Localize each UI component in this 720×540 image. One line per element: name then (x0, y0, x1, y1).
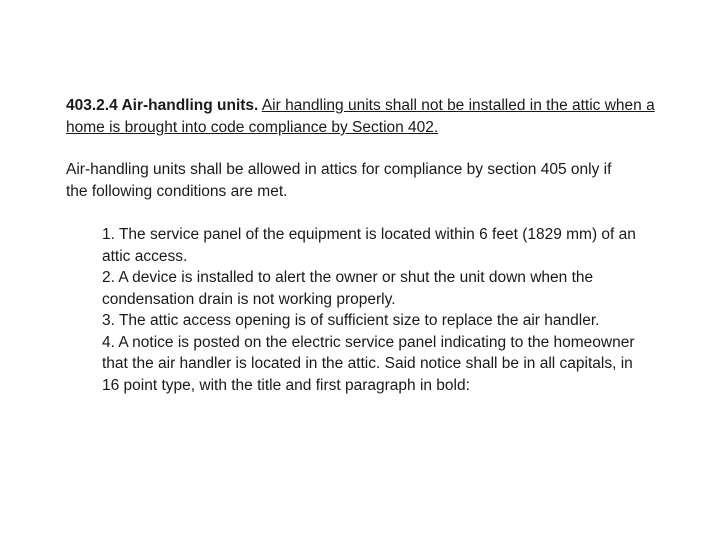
condition-item: 4. A notice is posted on the electric service panel indicating to the homeowner that the air handler is located in the attic. Said notice shall be in all capitals, in 16 point type, with the title and first paragraph in bold: (102, 333, 635, 394)
conditions-list (102, 224, 647, 396)
condition-item: 3. The attic access opening is of sufficient size to replace the air handler. (102, 312, 600, 329)
condition-item: 1. The service panel of the equipment is located within 6 feet (1829 mm) of an attic access. (102, 226, 636, 265)
section-403-2-4 (66, 95, 666, 139)
section-heading: 403.2.4 Air-handling units. (66, 97, 259, 114)
compliance-paragraph: Air-handling units shall be allowed in attics for compliance by section 405 only if the following conditions are met. (66, 161, 612, 200)
section-rule-text: Air handling units shall not be installed in the attic when a home is brought into code compliance by Section 402. (66, 97, 655, 136)
condition-item: 2. A device is installed to alert the owner or shut the unit down when the condensation drain is not working properly. (102, 269, 594, 308)
